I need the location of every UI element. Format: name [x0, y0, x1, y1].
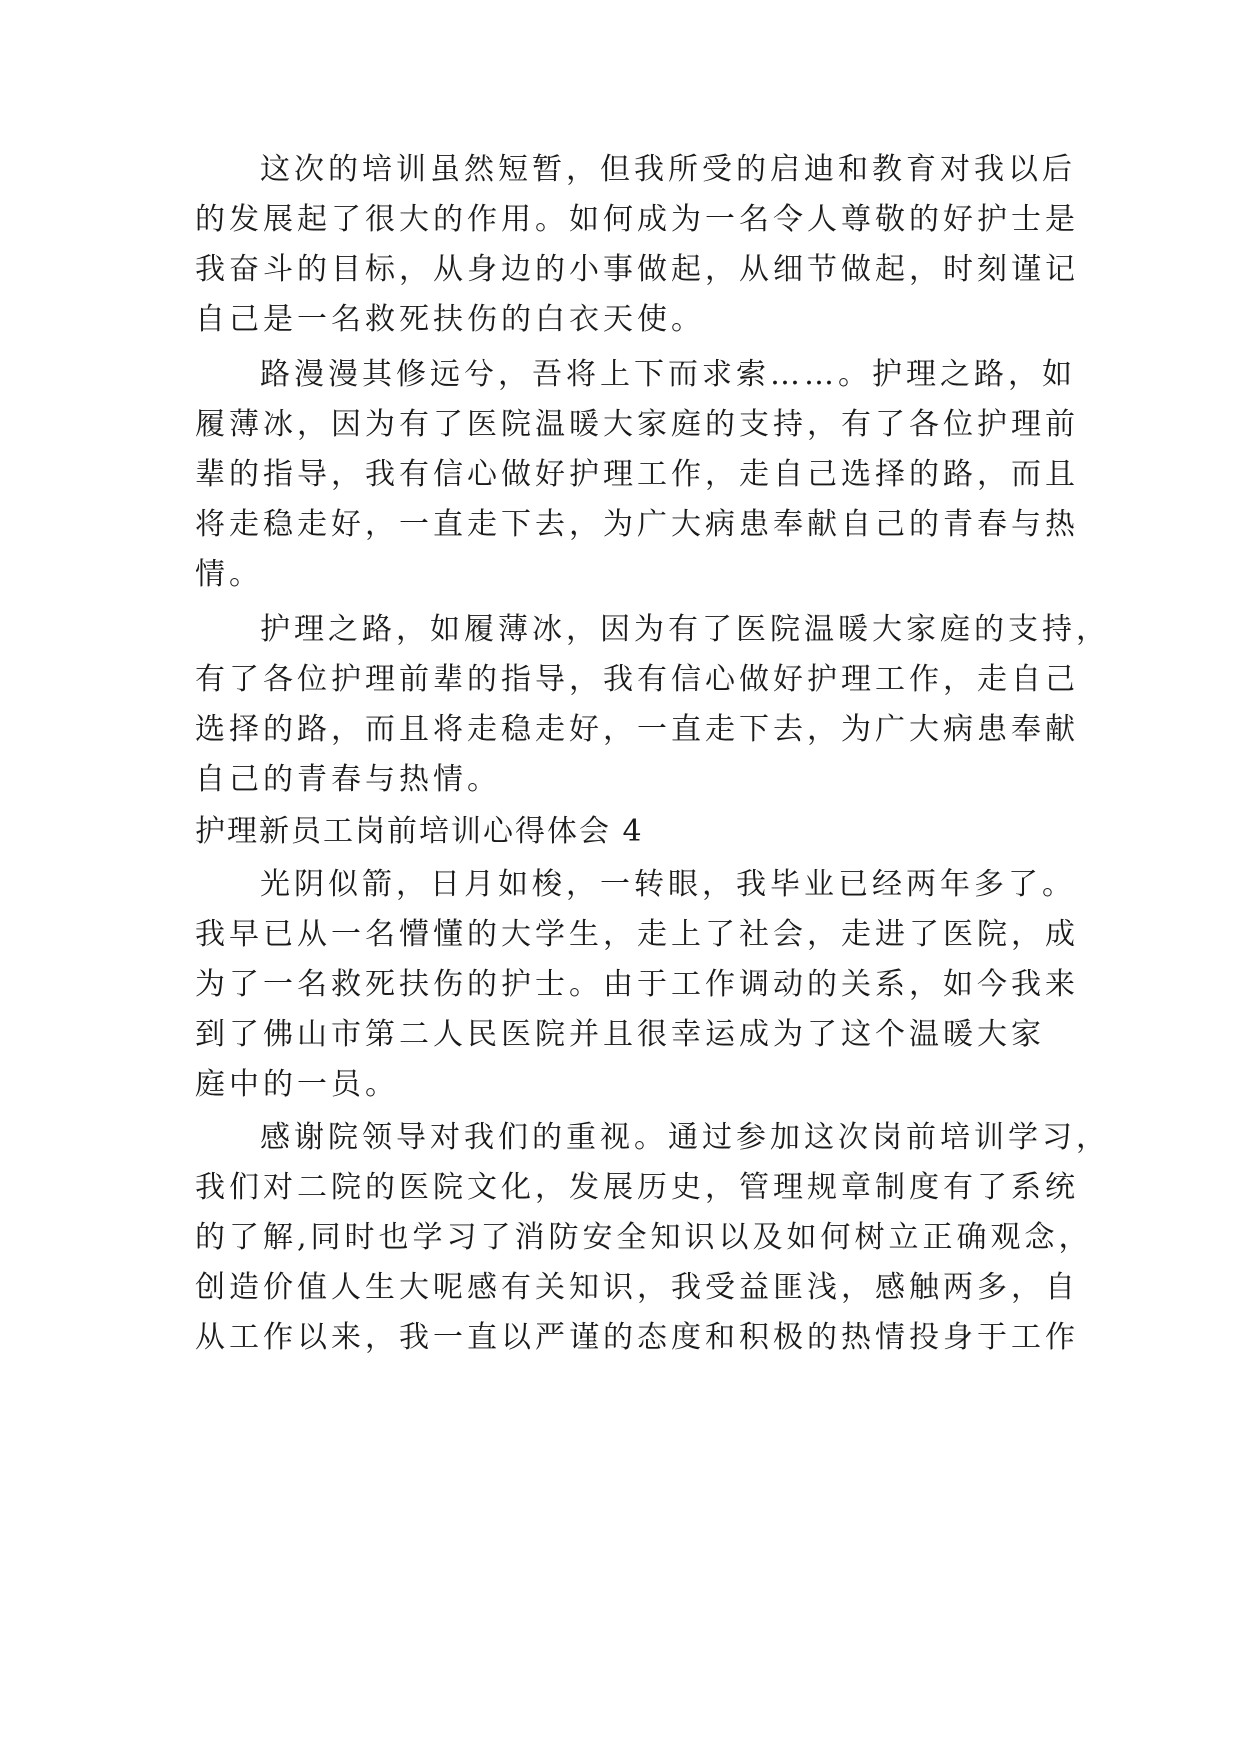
paragraph-line: 护理之路，如履薄冰，因为有了医院温暖大家庭的支持， [260, 612, 1110, 647]
paragraph-line: 自己是一名救死扶伤的白衣天使。 [195, 302, 705, 337]
paragraph-line: 辈的指导，我有信心做好护理工作，走自己选择的路，而且 [195, 457, 1079, 492]
paragraph-line: 光阴似箭，日月如梭，一转眼，我毕业已经两年多了。 [260, 867, 1076, 902]
paragraph-line: 自己的青春与热情。 [195, 762, 501, 797]
paragraph-line: 的了解,同时也学习了消防安全知识以及如何树立正确观念， [195, 1220, 1093, 1255]
paragraph-line: 选择的路，而且将走稳走好，一直走下去，为广大病患奉献 [195, 712, 1079, 747]
paragraph-line: 有了各位护理前辈的指导，我有信心做好护理工作，走自己 [195, 662, 1079, 697]
paragraph-line: 从工作以来，我一直以严谨的态度和积极的热情投身于工作 [195, 1320, 1079, 1355]
paragraph-line: 的发展起了很大的作用。如何成为一名令人尊敬的好护士是 [195, 202, 1079, 237]
paragraph-line: 路漫漫其修远兮，吾将上下而求索……。护理之路，如 [260, 357, 1076, 392]
paragraph-line: 我奋斗的目标，从身边的小事做起，从细节做起，时刻谨记 [195, 252, 1079, 287]
paragraph-line: 履薄冰，因为有了医院温暖大家庭的支持，有了各位护理前 [195, 407, 1079, 442]
paragraph-line: 感谢院领导对我们的重视。通过参加这次岗前培训学习， [260, 1120, 1110, 1155]
paragraph-line: 庭中的一员。 [195, 1067, 399, 1102]
paragraph-line: 为了一名救死扶伤的护士。由于工作调动的关系，如今我来 [195, 967, 1079, 1002]
paragraph-line: 我早已从一名懵懂的大学生，走上了社会，走进了医院，成 [195, 917, 1079, 952]
section-heading: 护理新员工岗前培训心得体会 4 [195, 814, 644, 849]
paragraph-line: 我们对二院的医院文化，发展历史，管理规章制度有了系统 [195, 1170, 1079, 1205]
paragraph-line: 创造价值人生大呢感有关知识，我受益匪浅，感触两多，自 [195, 1270, 1079, 1305]
paragraph-line: 到了佛山市第二人民医院并且很幸运成为了这个温暖大家 [195, 1017, 1045, 1052]
paragraph-line: 这次的培训虽然短暂，但我所受的启迪和教育对我以后 [260, 152, 1076, 187]
paragraph-line: 情。 [195, 557, 263, 592]
paragraph-line: 将走稳走好，一直走下去，为广大病患奉献自己的青春与热 [195, 507, 1079, 542]
